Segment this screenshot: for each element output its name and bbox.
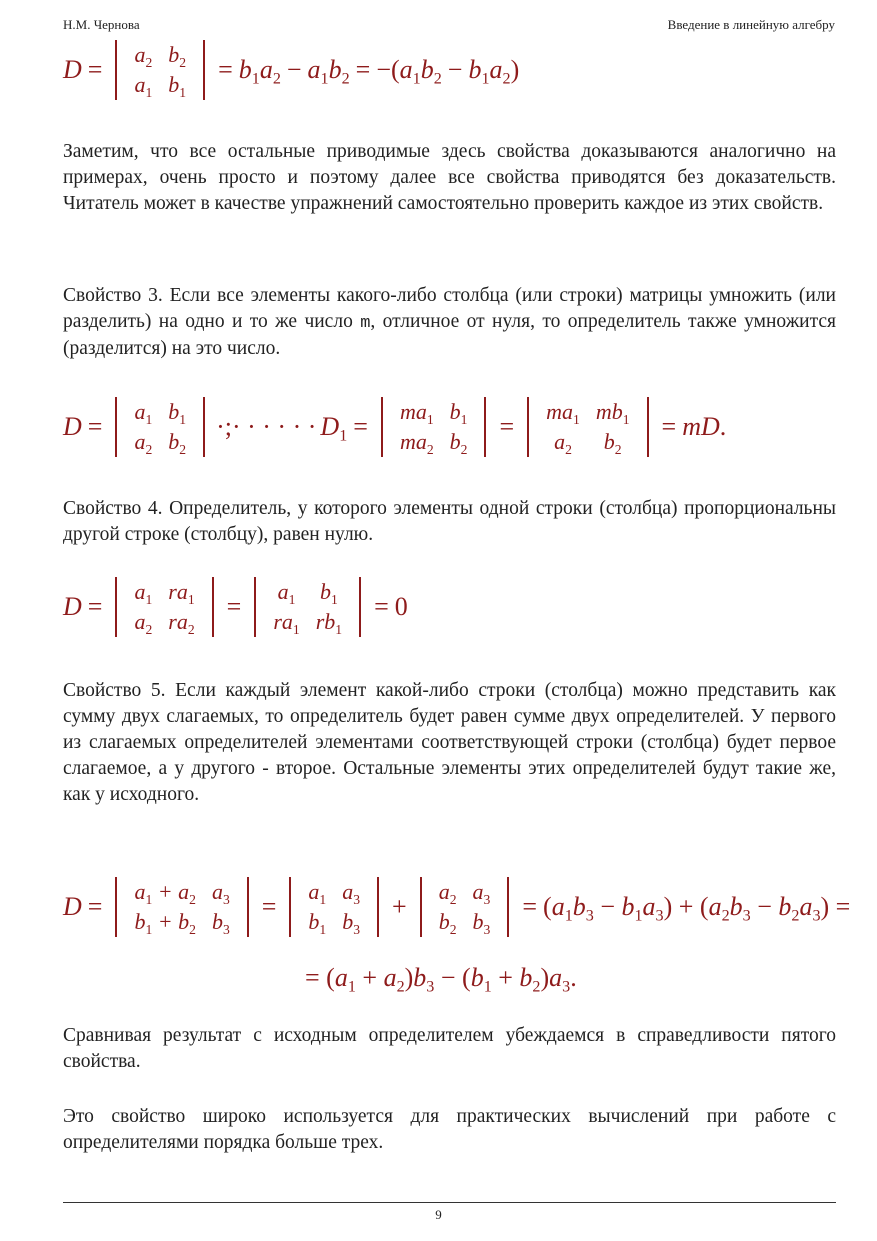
header-title: Введение в линейную алгебру	[667, 17, 835, 32]
determinant: $a_2$ $b_2$ $a_1$ $b_1$	[115, 40, 205, 100]
page-number: 9	[435, 1207, 442, 1222]
paragraph-property-3	[63, 283, 836, 361]
property-3-text-end: , отличное от нуля, то определитель также умножится (разделится) на это число.	[63, 310, 836, 359]
formula-property-5-continued: = $(a_1 + a_2)b_3 - (b_1 + b_2)a_3$.	[305, 963, 577, 996]
formula-property-4: D = $a_1$ $ra_1$ $a_2$ $ra_2$ = $a_1$ $b_1$ $ra_1$ $rb_1$ = 0	[63, 579, 408, 637]
property-3-variable: m	[360, 313, 371, 333]
header-author: Н.М. Чернова	[63, 17, 140, 32]
footer-divider	[63, 1202, 836, 1203]
paragraph-intro: Заметим, что все остальные приводимые здесь свойства доказываются аналогично на примерах, очень просто и поэтому далее все свойства приводятся без доказательств. Читатель может в качестве упражнений самостоятельно проверить каждое из этих свойств.	[63, 141, 836, 214]
paragraph-usage: Это свойство широко используется для практических вычислений при работе с определителями порядка больше трех.	[63, 1106, 836, 1153]
determinant: $a_2$ $a_3$ $b_2$ $b_3$	[420, 877, 510, 937]
determinant: $a_1 + a_2$ $a_3$ $b_1 + b_2$ $b_3$	[115, 877, 248, 937]
property-3-text: Свойство 3. Если все элементы какого-либо столбца (или строки) матрицы умножить (или разделить) на одно и то же число	[63, 285, 836, 332]
formula-swap-rows: D = $a_2$ $b_2$ $a_1$ $b_1$ = $b_1a_2$ − $a_1b_2$ = −( $a_1b_2$ − $b_1a_2$ )	[63, 42, 520, 100]
determinant: $ma_1$ $mb_1$ $a_2$ $b_2$	[527, 397, 648, 457]
formula-property-3: D = $a_1$ $b_1$ $a_2$ $b_2$ ·;· · · · · · $D_1$ = $ma_1$ $b_1$ $ma_2$ $b_2$ = $ma_1$ $mb_1$ $a_2$ $b_2$ = mD .	[63, 399, 727, 457]
determinant: $a_1$ $ra_1$ $a_2$ $ra_2$	[115, 577, 213, 637]
determinant: $a_1$ $a_3$ $b_1$ $b_3$	[289, 877, 379, 937]
paragraph-property-4: Свойство 4. Определитель, у которого элементы одной строки (столбца) пропорциональны другой строке (столбцу), равен нулю.	[63, 498, 836, 545]
determinant: $a_1$ $b_1$ $ra_1$ $rb_1$	[254, 577, 361, 637]
formula-property-5: D = $a_1 + a_2$ $a_3$ $b_1 + b_2$ $b_3$ = $a_1$ $a_3$ $b_1$ $b_3$ + $a_2$ $a_3$ $b_2$ $b_3$ = $(a_1b_3 - b_1a_3) + (a_2b_3 - b_2a_3)$ =	[63, 879, 851, 937]
determinant: $a_1$ $b_1$ $a_2$ $b_2$	[115, 397, 205, 457]
paragraph-property-5: Свойство 5. Если каждый элемент какой-либо строки (столбца) можно представить как сумму двух слагаемых, то определитель будет равен сумме двух определителей. У первого из слагаемых определителей элементами соответствующей строки (столбца) будет первое слагаемое, а у другого - второе. Остальные элементы этих определителей будут такие же, как у исходного.	[63, 680, 836, 805]
paragraph-conclusion: Сравнивая результат с исходным определителем убеждаемся в справедливости пятого свойства.	[63, 1025, 836, 1072]
determinant: $ma_1$ $b_1$ $ma_2$ $b_2$	[381, 397, 487, 457]
